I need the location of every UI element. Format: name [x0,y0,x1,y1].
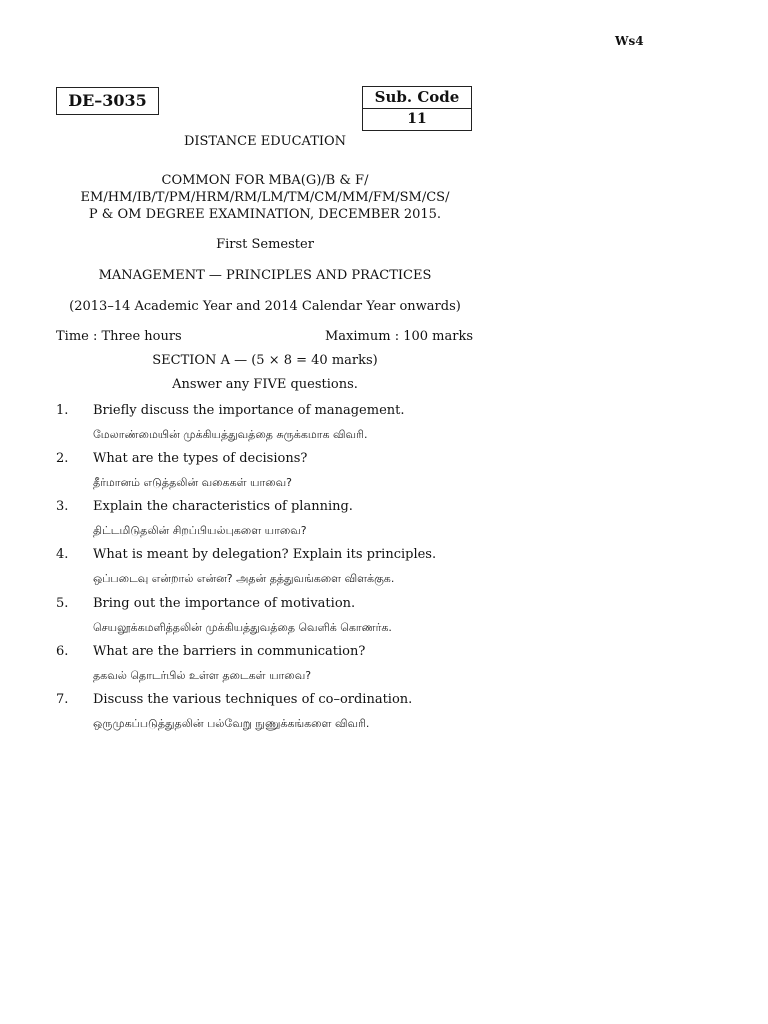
question-text: Briefly discuss the importance of management. [93,403,405,418]
question-number: 2. [56,451,69,466]
question-text-tamil: செயலூக்கமளித்தலின் முக்கியத்துவத்தை வெளிக் கொணர்க. [93,621,392,634]
question-number: 7. [56,692,69,707]
sub-code-box [362,86,472,131]
title-common-for: COMMON FOR MBA(G)/B & F/ [161,173,369,188]
sub-code-label: Sub. Code [363,87,471,109]
question-text: What is meant by delegation? Explain its principles. [93,547,437,562]
question-number: 1. [56,403,69,418]
question-text-tamil: ஒப்படைவு என்றால் என்ன? அதன் தத்துவங்களை விளக்குக. [93,572,395,585]
question-text-tamil: ஒருமுகப்படுத்துதலின் பல்வேறு நுணுக்கங்களை விவரி. [93,717,370,730]
exam-code-box: DE–3035 [56,87,159,115]
academic-year-note: (2013–14 Academic Year and 2014 Calendar Year onwards) [69,299,461,314]
max-marks-label: Maximum : 100 marks [325,329,474,344]
sub-code-value: 11 [407,111,427,127]
question-text: What are the barriers in communication? [93,644,366,659]
page-id-label: Ws4 [615,34,644,48]
exam-info-row [56,329,474,344]
question-text: What are the types of decisions? [93,451,308,466]
question-number: 4. [56,547,69,562]
question-text-tamil: தீர்மானம் எடுத்தலின் வகைகள் யாவை? [93,476,293,489]
semester-label: First Semester [216,237,314,252]
question-text: Discuss the various techniques of co–ordination. [93,692,413,707]
question-text-tamil: மேலாண்மையின் முக்கியத்துவத்தை சுருக்கமாக விவரி. [93,428,368,441]
title-distance-education: DISTANCE EDUCATION [183,134,347,149]
title-exam-name: P & OM DEGREE EXAMINATION, DECEMBER 2015. [88,207,442,222]
title-programmes: EM/HM/IB/T/PM/HRM/RM/LM/TM/CM/MM/FM/SM/CS/ [80,190,450,205]
question-text-tamil: தகவல் தொடர்பில் உள்ள தடைகள் யாவை? [93,669,312,682]
question-text: Explain the characteristics of planning. [93,499,353,514]
section-title: SECTION A — (5 × 8 = 40 marks) [152,353,378,368]
subject-title: MANAGEMENT — PRINCIPLES AND PRACTICES [98,268,432,283]
question-text: Bring out the importance of motivation. [93,596,356,611]
time-label: Time : Three hours [56,329,182,344]
section-instruction: Answer any FIVE questions. [172,377,358,392]
question-number: 3. [56,499,69,514]
question-number: 6. [56,644,69,659]
question-text-tamil: திட்டமிடுதலின் சிறப்பியல்புகளை யாவை? [93,524,307,537]
question-number: 5. [56,596,69,611]
